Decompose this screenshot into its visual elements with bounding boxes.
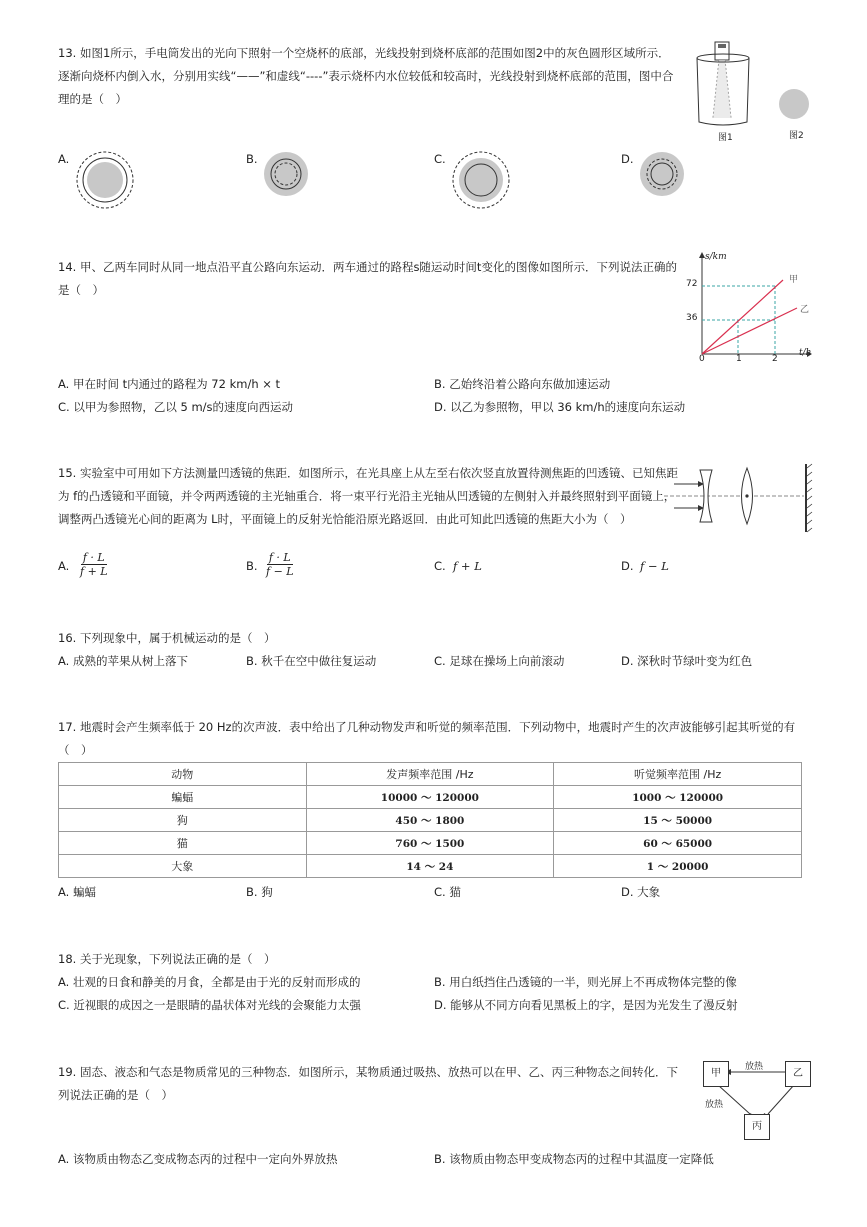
- q15-option-c-expr: f + L: [453, 559, 482, 573]
- q18-option-d[interactable]: D. 能够从不同方向看见黑板上的字，是因为光发生了漫反射: [434, 998, 738, 1012]
- q15-figure: [664, 462, 814, 534]
- q13-option-a-label[interactable]: A.: [58, 152, 70, 166]
- q17-option-b[interactable]: B. 狗: [246, 885, 273, 899]
- q13-fig1: [693, 38, 753, 138]
- q15-option-a-label[interactable]: A.: [58, 559, 70, 573]
- q14-y-tick-72: 72: [686, 279, 698, 289]
- state-box-yi: 乙: [785, 1061, 811, 1087]
- table-cell: 450 ～ 1800: [306, 809, 554, 832]
- table-cell: 猫: [59, 832, 307, 855]
- q14-graph: [697, 252, 812, 364]
- q17-stem: 17. 地震时会产生频率低于 20 Hz的次声波．表中给出了几种动物发声和听觉的频率范围．下列动物中，地震时产生的次声波能够引起其听觉的有（ ）: [58, 720, 796, 757]
- q17-option-c[interactable]: C. 猫: [434, 885, 461, 899]
- table-cell: 15 ～ 50000: [554, 809, 802, 832]
- q14-stem: 14. 甲、乙两车同时从同一地点沿平直公路向东运动．两车通过的路程s随运动时间t变化的图像如图所示．下列说法正确的是（ ）: [58, 260, 677, 297]
- table-cell: 14 ～ 24: [306, 855, 554, 878]
- q14-x-tick-1: 1: [736, 354, 742, 364]
- table-cell: 10000 ～ 120000: [306, 786, 554, 809]
- q17-option-d[interactable]: D. 大象: [621, 885, 661, 899]
- table-cell: 1000 ～ 120000: [554, 786, 802, 809]
- q13-stem: 13. 如图1所示，手电筒发出的光向下照射一个空烧杯的底部，光线投射到烧杯底部的范围如图2中的灰色圆形区域所示．逐渐向烧杯内倒入水，分别用实线“——”和虚线“----”表示烧杯内水位较低和较高时，光线投射到烧杯底部的范围，图中合理的是（ ）: [58, 46, 674, 106]
- q14-option-b[interactable]: B. 乙始终沿着公路向东做加速运动: [434, 377, 611, 391]
- q15-option-b-den: f − L: [266, 565, 294, 578]
- q13-option-a-figure: [75, 150, 135, 213]
- q13-option-b-figure: [262, 150, 310, 201]
- q15-option-a-den: f + L: [80, 565, 108, 578]
- q13-option-d-label[interactable]: D.: [621, 152, 634, 166]
- table-header-row: [59, 763, 802, 786]
- table-cell: 1 ～ 20000: [554, 855, 802, 878]
- q18-option-a[interactable]: A. 壮观的日食和静美的月食，全都是由于光的反射而形成的: [58, 975, 361, 989]
- q13-option-c-figure: [451, 150, 511, 213]
- q15-option-b-num: f · L: [268, 551, 291, 564]
- q13-fig1-label: 图1: [718, 133, 733, 143]
- q14-option-a[interactable]: A. 甲在时间 t内通过的路程为 72 km/h × t: [58, 377, 281, 391]
- q19-stem: 19. 固态、液态和气态是物质常见的三种物态．如图所示，某物质通过吸热、放热可以在甲、乙、丙三种物态之间转化．下列说法正确的是（ ）: [58, 1065, 678, 1102]
- q18-option-c[interactable]: C. 近视眼的成因之一是眼睛的晶状体对光线的会聚能力太强: [58, 998, 361, 1012]
- q15-stem: 15. 实验室中可用如下方法测量凹透镜的焦距．如图所示，在光具座上从左至右依次竖直放置待测焦距的凹透镜、已知焦距为 f的凸透镜和平面镜，并令两两透镜的主光轴重合．将一束平行光沿主光轴从凹透镜的左侧射入并最终照射到平面镜上，调整两凸透镜光心间的距离为 L时，平面镜上的反射光恰能沿原光路返回．由此可知此凹透镜的焦距大小为（ ）: [58, 466, 678, 526]
- table-cell: 760 ～ 1500: [306, 832, 554, 855]
- q17-frequency-table: [58, 762, 802, 878]
- q13-fig2-label: 图2: [789, 131, 804, 141]
- q14-option-d[interactable]: D. 以乙为参照物，甲以 36 km/h的速度向东运动: [434, 400, 686, 414]
- table-header: 听觉频率范围 /Hz: [554, 763, 802, 786]
- q14-x-tick-0: 0: [699, 354, 705, 364]
- q19-option-b[interactable]: B. 该物质由物态甲变成物态丙的过程中其温度一定降低: [434, 1152, 714, 1166]
- q15-option-c-label[interactable]: C.: [434, 559, 446, 573]
- table-cell: 蝙蝠: [59, 786, 307, 809]
- q18-option-b[interactable]: B. 用白纸挡住凸透镜的一半，则光屏上不再成物体完整的像: [434, 975, 737, 989]
- q13-option-d-figure: [638, 150, 686, 201]
- q14-line-label-jia: 甲: [789, 275, 799, 285]
- q15-option-a-fraction: [78, 551, 110, 578]
- table-row: [59, 809, 802, 832]
- q15-option-a-num: f · L: [82, 551, 105, 564]
- q14-line-label-yi: 乙: [800, 305, 810, 315]
- q14-x-tick-2: 2: [772, 354, 778, 364]
- table-cell: 大象: [59, 855, 307, 878]
- table-cell: 60 ～ 65000: [554, 832, 802, 855]
- q15-option-b-fraction: [264, 551, 296, 578]
- q16-option-c[interactable]: C. 足球在操场上向前滚动: [434, 654, 565, 668]
- q13-option-b-label[interactable]: B.: [246, 152, 258, 166]
- q13-option-c-label[interactable]: C.: [434, 152, 446, 166]
- table-header: 发声频率范围 /Hz: [306, 763, 554, 786]
- q17-option-a[interactable]: A. 蝙蝠: [58, 885, 96, 899]
- q15-option-d-expr: f − L: [640, 559, 669, 573]
- table-header: 动物: [59, 763, 307, 786]
- table-row: [59, 786, 802, 809]
- q16-option-b[interactable]: B. 秋千在空中做往复运动: [246, 654, 377, 668]
- state-box-bing: 丙: [744, 1114, 770, 1140]
- state-box-jia: 甲: [703, 1061, 729, 1087]
- q13-fig2: [778, 88, 810, 123]
- q14-option-c[interactable]: C. 以甲为参照物，乙以 5 m/s的速度向西运动: [58, 400, 294, 414]
- table-row: [59, 832, 802, 855]
- q18-stem: 18. 关于光现象，下列说法正确的是（ ）: [58, 952, 276, 966]
- q16-option-a[interactable]: A. 成熟的苹果从树上落下: [58, 654, 188, 668]
- q14-x-axis-label: t/h: [799, 348, 812, 358]
- table-cell: 狗: [59, 809, 307, 832]
- table-row: [59, 855, 802, 878]
- q16-option-d[interactable]: D. 深秋时节绿叶变为红色: [621, 654, 753, 668]
- arrow-label-top: 放热: [745, 1062, 764, 1072]
- q15-option-b-label[interactable]: B.: [246, 559, 258, 573]
- arrow-label-left: 放热: [705, 1100, 724, 1110]
- q16-stem: 16. 下列现象中，属于机械运动的是（ ）: [58, 631, 276, 645]
- q15-option-d-label[interactable]: D.: [621, 559, 634, 573]
- q19-option-a[interactable]: A. 该物质由物态乙变成物态丙的过程中一定向外界放热: [58, 1152, 338, 1166]
- q14-y-axis-label: s/km: [705, 252, 727, 262]
- q14-y-tick-36: 36: [686, 313, 698, 323]
